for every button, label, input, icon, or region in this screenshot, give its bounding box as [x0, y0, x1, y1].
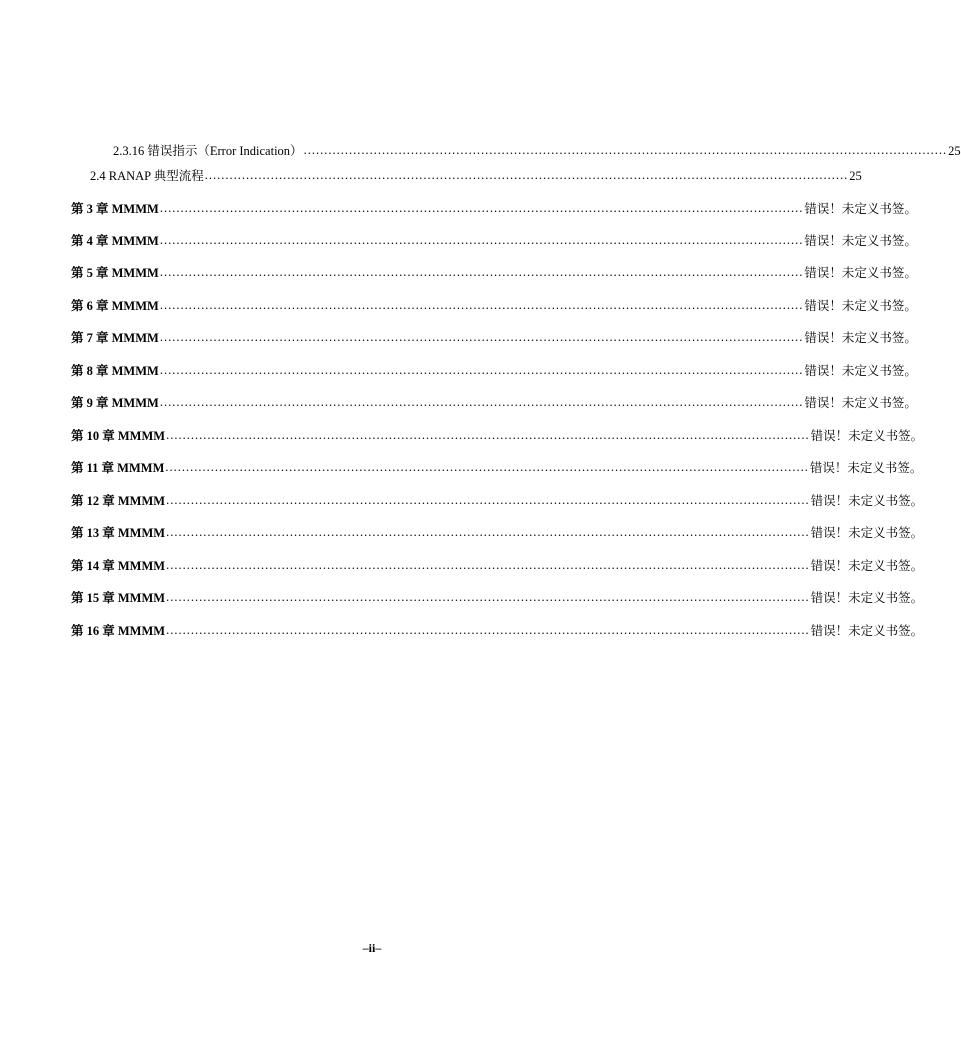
toc-entry-chapter-3[interactable] [71, 201, 917, 217]
toc-dot-leader: ............................................................................................................................................................ [166, 623, 810, 637]
toc-dot-leader: ............................................................................................................................................................ [159, 298, 804, 312]
page-number-footer: –ii– [362, 941, 382, 955]
toc-entry-chapter-10[interactable] [71, 428, 924, 444]
toc-entry-chapter-11[interactable] [71, 460, 923, 476]
toc-dot-leader: ............................................................................................................................................................ [159, 233, 804, 247]
toc-entry-page: 25 [948, 144, 961, 158]
toc-entry-2-3-16[interactable] [113, 143, 961, 159]
toc-entry-page: 错误！未定义书签。 [804, 396, 917, 410]
toc-entry-label: 第 8 章 MMMM [71, 364, 159, 378]
toc-entry-label: 第 5 章 MMMM [71, 266, 159, 280]
toc-entry-page: 错误！未定义书签。 [809, 461, 923, 475]
toc-entry-page: 错误！未定义书签。 [810, 526, 924, 540]
toc-dot-leader: ............................................................................................................................................................ [159, 265, 804, 279]
toc-entry-page: 错误！未定义书签。 [804, 202, 917, 216]
toc-dot-leader: ............................................................................................................................................................ [159, 330, 804, 344]
toc-entry-2-4[interactable] [90, 168, 862, 184]
toc-entry-label: 2.3.16 错误指示（Error Indication） [113, 144, 303, 158]
toc-entry-label: 第 6 章 MMMM [71, 299, 159, 313]
toc-entry-chapter-12[interactable] [71, 493, 924, 509]
toc-dot-leader: ............................................................................................................................................................ [166, 590, 810, 604]
toc-dot-leader: ............................................................................................................................................................ [165, 460, 809, 474]
toc-dot-leader: ............................................................................................................................................................ [159, 395, 804, 409]
toc-entry-label: 第 11 章 MMMM [71, 461, 165, 475]
toc-entry-label: 第 9 章 MMMM [71, 396, 159, 410]
toc-entry-page: 错误！未定义书签。 [810, 624, 924, 638]
toc-entry-chapter-4[interactable] [71, 233, 917, 249]
toc-entry-page: 错误！未定义书签。 [804, 331, 917, 345]
toc-entry-page: 错误！未定义书签。 [804, 299, 917, 313]
toc-dot-leader: ............................................................................................................................................................ [204, 168, 849, 182]
toc-entry-page: 25 [849, 169, 862, 183]
toc-entry-label: 第 13 章 MMMM [71, 526, 166, 540]
toc-entry-page: 错误！未定义书签。 [810, 494, 924, 508]
toc-dot-leader: ............................................................................................................................................................ [166, 525, 810, 539]
toc-entry-chapter-14[interactable] [71, 558, 924, 574]
toc-entry-chapter-7[interactable] [71, 330, 917, 346]
toc-entry-page: 错误！未定义书签。 [810, 429, 924, 443]
toc-entry-label: 第 16 章 MMMM [71, 624, 166, 638]
toc-entry-label: 第 7 章 MMMM [71, 331, 159, 345]
toc-entry-label: 第 10 章 MMMM [71, 429, 166, 443]
toc-entry-chapter-16[interactable] [71, 623, 924, 639]
toc-entry-page: 错误！未定义书签。 [810, 559, 924, 573]
toc-entry-chapter-8[interactable] [71, 363, 917, 379]
toc-dot-leader: ............................................................................................................................................................ [166, 428, 810, 442]
toc-entry-page: 错误！未定义书签。 [804, 234, 917, 248]
toc-dot-leader: ............................................................................................................................................................ [159, 363, 804, 377]
toc-dot-leader: ............................................................................................................................................................ [166, 558, 810, 572]
toc-entry-label: 第 15 章 MMMM [71, 591, 166, 605]
toc-entry-chapter-9[interactable] [71, 395, 917, 411]
toc-dot-leader: ............................................................................................................................................................ [166, 493, 810, 507]
toc-entry-label: 第 3 章 MMMM [71, 202, 159, 216]
toc-entry-page: 错误！未定义书签。 [804, 364, 917, 378]
toc-entry-page: 错误！未定义书签。 [804, 266, 917, 280]
toc-entry-label: 第 14 章 MMMM [71, 559, 166, 573]
toc-entry-chapter-15[interactable] [71, 590, 924, 606]
toc-entry-chapter-5[interactable] [71, 265, 917, 281]
toc-entry-chapter-13[interactable] [71, 525, 924, 541]
toc-dot-leader: ............................................................................................................................................................ [159, 201, 804, 215]
toc-entry-label: 第 12 章 MMMM [71, 494, 166, 508]
toc-entry-label: 第 4 章 MMMM [71, 234, 159, 248]
toc-dot-leader: ............................................................................................................................................................ [303, 143, 948, 157]
toc-entry-label: 2.4 RANAP 典型流程 [90, 169, 204, 183]
toc-entry-page: 错误！未定义书签。 [810, 591, 924, 605]
toc-entry-chapter-6[interactable] [71, 298, 917, 314]
